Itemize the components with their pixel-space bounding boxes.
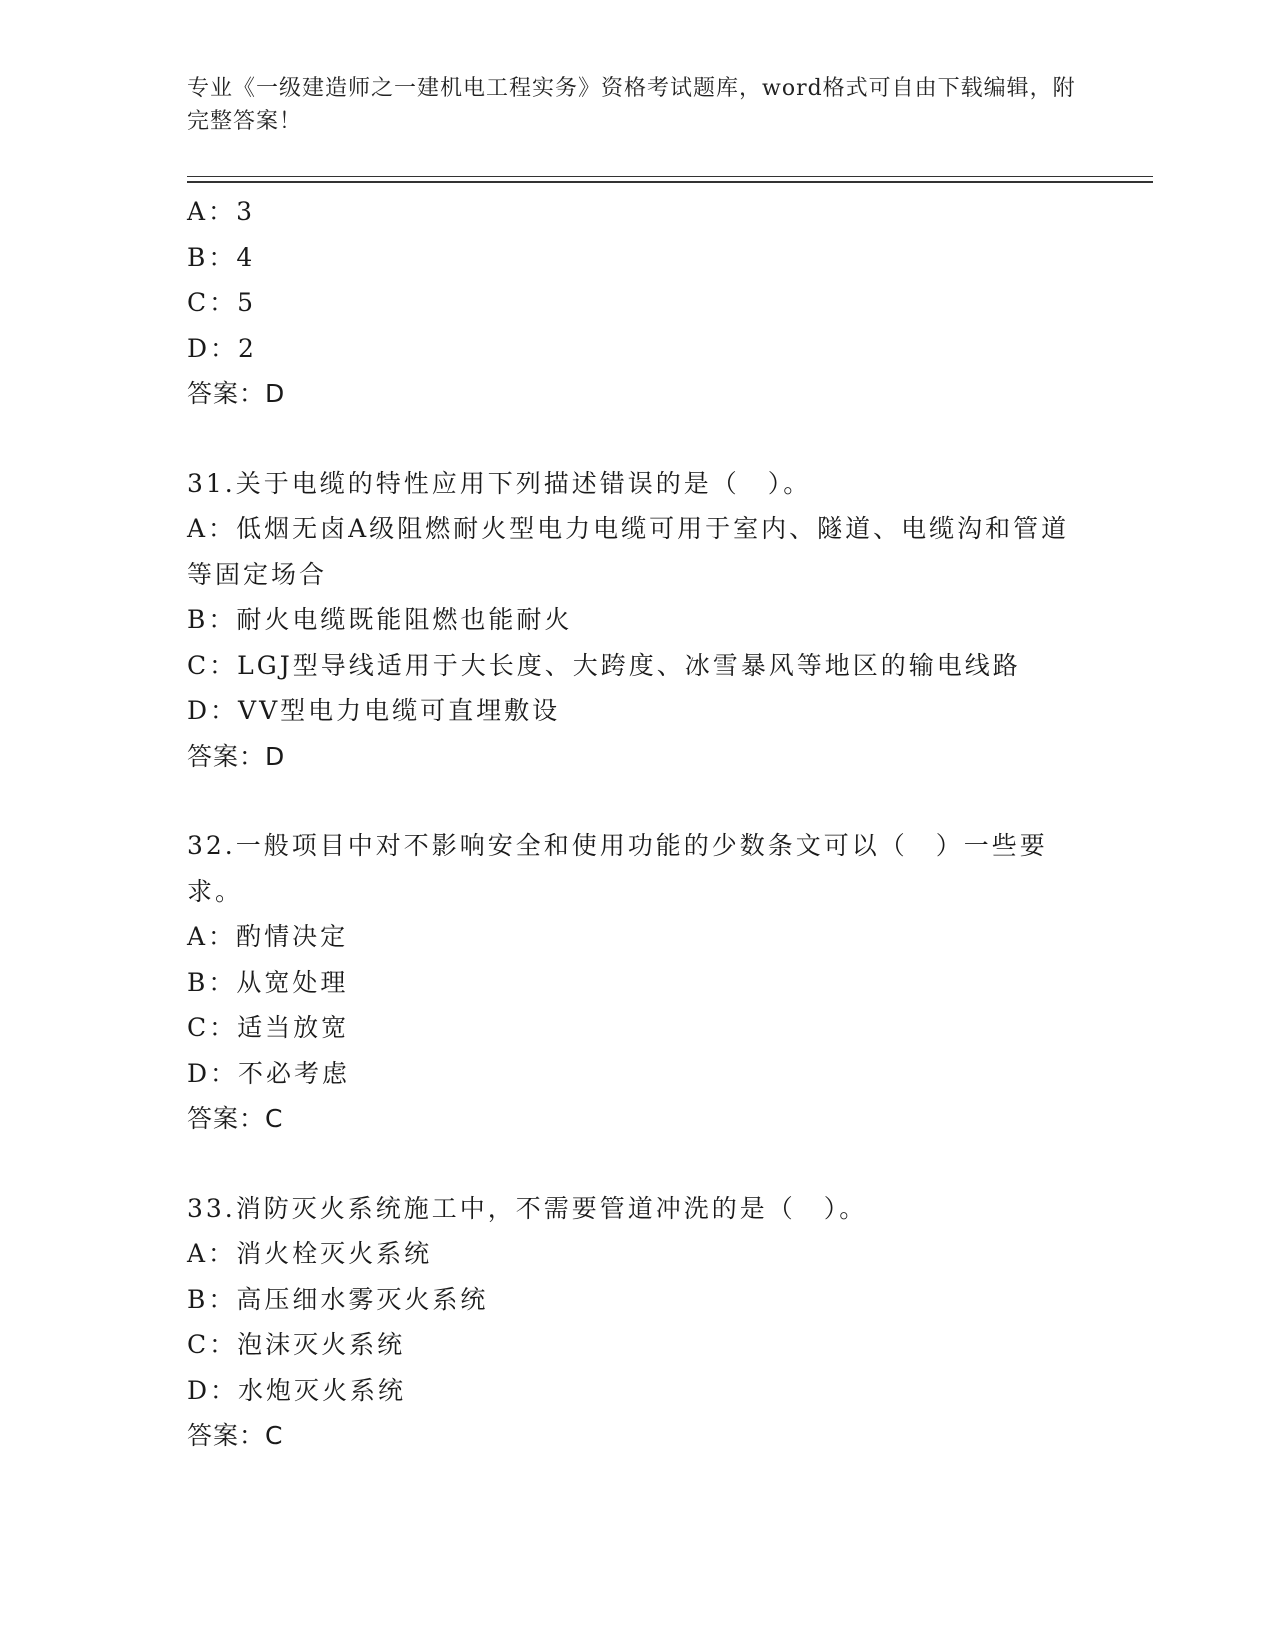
option-label: A： xyxy=(187,922,237,951)
answer-line: 答案：C xyxy=(187,1421,284,1450)
option-text: 4 xyxy=(236,242,256,272)
option-label: A： xyxy=(187,514,237,543)
header-divider-bottom xyxy=(187,181,1153,183)
option-label: C： xyxy=(187,1013,238,1042)
option-text: 不必考虑 xyxy=(238,1058,351,1088)
answer-line: 答案：C xyxy=(187,1104,284,1133)
option-text: 消火栓灭火系统 xyxy=(236,1239,433,1268)
spacer xyxy=(187,779,1087,823)
question-33 xyxy=(187,1186,1087,1459)
option-label: C： xyxy=(187,650,238,680)
option-a xyxy=(187,1231,1087,1277)
spacer xyxy=(187,1142,1087,1186)
option-d xyxy=(187,688,1087,734)
option-text: 耐火电缆既能阻燃也能耐火 xyxy=(236,605,573,634)
option-text: 3 xyxy=(236,197,255,226)
option-label: B： xyxy=(187,1284,237,1314)
option-d xyxy=(187,1368,1087,1414)
option-label: D： xyxy=(187,333,239,363)
option-a xyxy=(187,914,1087,960)
option-a xyxy=(187,506,1087,597)
option-label: B： xyxy=(187,605,237,634)
option-b xyxy=(187,597,1087,643)
option-text: 酌情决定 xyxy=(236,922,349,951)
option-text: 泡沫灭火系统 xyxy=(237,1330,406,1359)
option-label: D： xyxy=(187,696,239,725)
option-c xyxy=(187,1005,1087,1051)
answer-line: 答案：D xyxy=(187,741,286,771)
prev-question xyxy=(187,189,1087,417)
document-header: 专业《一级建造师之一建机电工程实务》资格考试题库，word格式可自由下载编辑，附完整答案！ xyxy=(187,76,1076,134)
option-label: C： xyxy=(187,288,238,317)
question-stem: 33.消防灭火系统施工中，不需要管道冲洗的是（ ）。 xyxy=(187,1193,868,1223)
option-text: 水炮灭火系统 xyxy=(238,1375,407,1405)
option-b xyxy=(187,235,1087,281)
option-text: VV型电力电缆可直埋敷设 xyxy=(238,696,561,725)
option-c xyxy=(187,643,1087,689)
option-text: 5 xyxy=(237,288,257,317)
answer-line: 答案：D xyxy=(187,379,286,408)
option-d xyxy=(187,326,1087,372)
option-c xyxy=(187,1322,1087,1368)
option-text: 2 xyxy=(238,333,257,363)
question-32 xyxy=(187,823,1087,1142)
option-text: 高压细水雾灭火系统 xyxy=(236,1284,489,1314)
question-list xyxy=(187,189,1087,1459)
option-d xyxy=(187,1051,1087,1097)
option-c xyxy=(187,280,1087,326)
option-label: A： xyxy=(187,197,237,226)
option-label: B： xyxy=(187,242,237,272)
option-label: D： xyxy=(187,1058,239,1088)
option-text: 低烟无卤A级阻燃耐火型电力电缆可用于室内、隧道、电缆沟和管道等固定场合 xyxy=(187,514,1070,589)
option-text: 从宽处理 xyxy=(236,967,349,997)
option-label: A： xyxy=(187,1239,237,1268)
spacer xyxy=(187,417,1087,461)
option-label: C： xyxy=(187,1330,238,1359)
option-text: 适当放宽 xyxy=(237,1013,350,1042)
option-b xyxy=(187,1277,1087,1323)
option-b xyxy=(187,960,1087,1006)
option-label: D： xyxy=(187,1375,239,1405)
question-stem: 32.一般项目中对不影响安全和使用功能的少数条文可以（ ）一些要求。 xyxy=(187,831,1048,906)
header-divider-top xyxy=(187,176,1153,177)
question-31 xyxy=(187,461,1087,780)
question-stem: 31.关于电缆的特性应用下列描述错误的是（ ）。 xyxy=(187,468,812,498)
option-text: LGJ型导线适用于大长度、大跨度、冰雪暴风等地区的输电线路 xyxy=(237,650,1021,680)
option-label: B： xyxy=(187,967,237,997)
option-a xyxy=(187,189,1087,235)
